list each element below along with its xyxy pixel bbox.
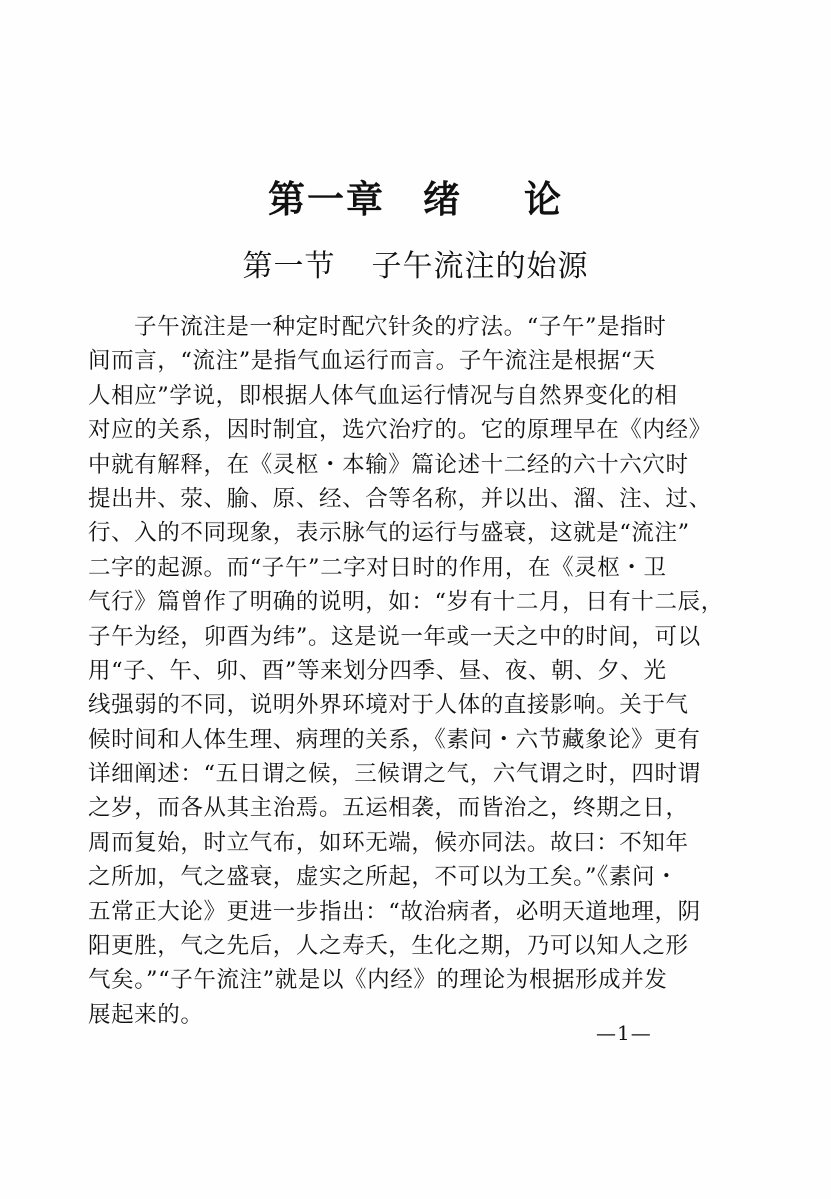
text-line: 之所加，气之盛衰，虚实之所起，不可以为工矣。”《素问・: [88, 864, 679, 891]
text-line: 提出井、荥、腧、原、经、合等名称，并以出、溜、注、过、: [88, 485, 712, 512]
text-line: 之岁，而各从其主治焉。五运相袭，而皆治之，终期之日，: [88, 795, 689, 822]
section-number: 第一节: [242, 249, 336, 284]
text-line: 子午为经，卯酉为纬”。这是说一年或一天之中的时间，可以: [88, 623, 701, 650]
text-line: 人相应”学说，即根据人体气血运行情况与自然界变化的相: [88, 382, 678, 409]
section-heading: 子午流注的始源: [371, 249, 589, 284]
text-line: 线强弱的不同，说明外界环境对于人体的直接影响。关于气: [88, 692, 689, 719]
text-line: 对应的关系，因时制宜，选穴治疗的。它的原理早在《内经》: [88, 417, 712, 444]
text-line: 间而言，“流注”是指气血运行而言。子午流注是根据“天: [88, 348, 656, 375]
chapter-title-char-1: 绪: [423, 178, 462, 221]
text-line: 气矣。”“子午流注”就是以《内经》的理论为根据形成并发: [88, 967, 668, 994]
chapter-number: 第一章: [268, 178, 385, 221]
text-line: 候时间和人体生理、病理的关系，《素问・六节藏象论》更有: [88, 726, 701, 753]
chapter-title: [0, 172, 831, 228]
body-paragraph: [88, 310, 724, 1032]
text-line: 五常正大论》更进一步指出：“故治病者，必明天道地理，阴: [88, 898, 701, 925]
text-line: 周而复始，时立气布，如环无端，候亦同法。故曰：不知年: [88, 829, 689, 856]
text-line: 二字的起源。而“子午”二字对日时的作用，在《灵枢・卫: [88, 554, 667, 581]
text-line: 阳更胜，气之先后，人之寿夭，生化之期，乃可以知人之形: [88, 933, 689, 960]
text-line: 行、入的不同现象，表示脉气的运行与盛衰，这就是“流注”: [88, 520, 690, 547]
chapter-title-char-2: 论: [524, 178, 563, 221]
text-line: 子午流注是一种定时配穴针灸的疗法。“子午”是指时: [134, 314, 667, 340]
text-line: 展起来的。: [88, 1001, 204, 1028]
text-line: 中就有解释，在《灵枢・本输》篇论述十二经的六十六穴时: [88, 451, 689, 478]
text-line: 气行》篇曾作了明确的说明，如：“岁有十二月，日有十二辰，: [88, 589, 724, 616]
text-line: 用“子、午、卯、酉”等来划分四季、昼、夜、朝、夕、光: [88, 657, 667, 684]
page-number: —1—: [596, 1021, 652, 1045]
text-line: 详细阐述：“五日谓之候，三候谓之气，六气谓之时，四时谓: [88, 761, 701, 788]
section-title: [0, 244, 831, 290]
